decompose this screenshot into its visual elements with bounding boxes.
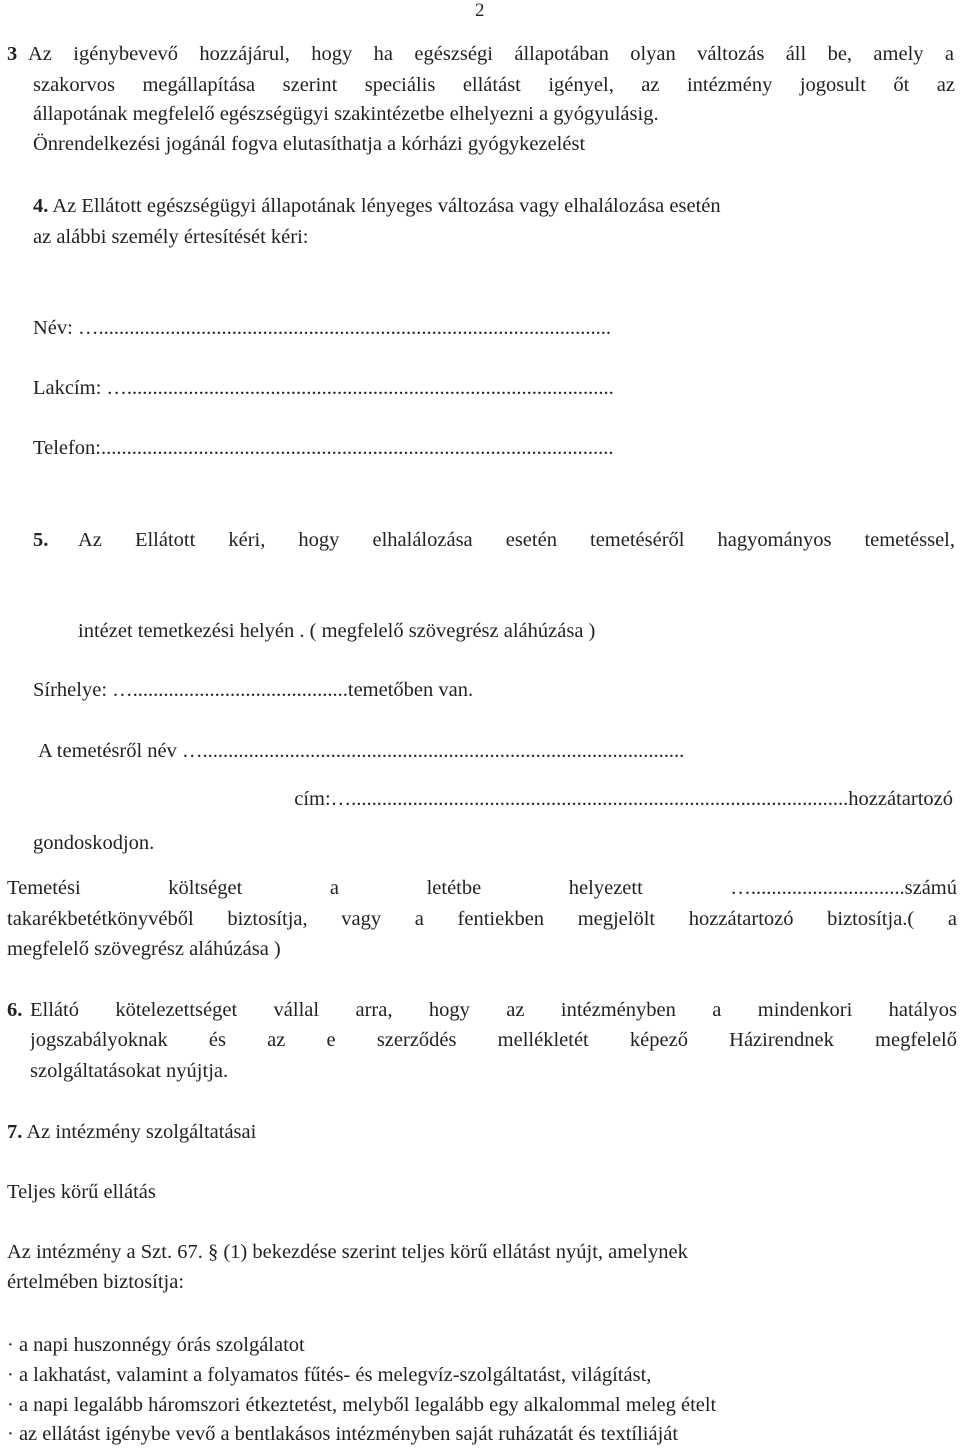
section-5-number <box>33 528 48 552</box>
section-5-line-4: intézet temetkezési helyén . ( megfelelő szövegrész aláhúzása ) <box>78 620 596 642</box>
bullet-item: · az ellátást igénybe vevő a bentlakásos intézményben saját ruházatát és textíliáját <box>7 1423 679 1445</box>
telefon-field: Telefon:.................................................................................................... <box>33 437 614 459</box>
section-5-text-1: Az Ellátott kéri, hogy elhalálozása esetén temetéséről hagyományos temetéssel, <box>78 529 955 551</box>
bullet-item: · a napi legalább háromszori étkeztetést, melyből legalább egy alkalommal meleg ételt <box>7 1394 717 1416</box>
lakcim-field: Lakcím: …............................................................................................... <box>33 377 614 399</box>
koltseg-line-3: megfelelő szövegrész aláhúzása ) <box>7 938 281 960</box>
section-5-line-2 <box>78 558 955 582</box>
section-3-line-1-text <box>28 42 954 66</box>
section-4-line-2: az alábbi személy értesítését kéri: <box>33 226 309 248</box>
section-6-num: 6. <box>7 999 23 1021</box>
section-3-number: 3 <box>7 43 18 65</box>
section-4-text-1: Az Ellátott egészségügyi állapotának lényeges változása vagy elhalálozása esetén <box>48 195 721 217</box>
section-7-title-text: Az intézmény szolgáltatásai <box>22 1121 257 1143</box>
sirhelye-field: Sírhelye: …..........................................temetőben van. <box>33 679 474 701</box>
cim-text: cím:….................................................................................................hozzátartozó <box>294 788 953 810</box>
section-6-text-1: Ellátó kötelezettséget vállal arra, hogy az intézményben a mindenkori hatályos <box>30 999 957 1021</box>
koltseg-line-2 <box>7 907 957 931</box>
page-number: 2 <box>475 0 485 21</box>
bullet-item: · a napi huszonnégy órás szolgálatot <box>7 1334 305 1356</box>
section-6-line-1 <box>30 998 957 1022</box>
section-6-number <box>7 998 22 1022</box>
section-5-line-1 <box>78 528 955 552</box>
section-6-text-2: jogszabályoknak és az e szerződés mellékletét képező Házirendnek megfelelő <box>30 1029 957 1051</box>
gondoskodjon-text: gondoskodjon. <box>33 832 155 854</box>
temetesrol-nev-field: A temetésről név ….............................................................................................. <box>38 740 685 762</box>
koltseg-line-1 <box>7 876 957 900</box>
section-3-text-1: Az igénybevevő hozzájárul, hogy ha egészségi állapotában olyan változás áll be, amely a <box>28 43 954 65</box>
koltseg-text-2: takarékbetétkönyvéből biztosítja, vagy a fentiekben megjelölt hozzátartozó biztosítja.( a <box>7 908 957 930</box>
section-3-line-4: Önrendelkezési jogánál fogva elutasíthatja a kórházi gyógykezelést <box>33 133 586 155</box>
section-4-number: 4. <box>33 195 49 217</box>
section-3-line-3: állapotának megfelelő egészségügyi szakintézetbe elhelyezni a gyógyulásig. <box>33 103 659 125</box>
koltseg-text-1: Temetési költséget a letétbe helyezett …..............................számú <box>7 877 957 899</box>
section-3-text-1a <box>7 42 22 66</box>
section-6-line-3: szolgáltatásokat nyújtja. <box>30 1060 229 1082</box>
bullet-item: · a lakhatást, valamint a folyamatos fűtés- és melegvíz-szolgáltatást, világítást, <box>7 1364 652 1386</box>
section-4-line-1 <box>33 194 721 218</box>
cim-field <box>33 787 953 811</box>
section-7-intro-2: értelmében biztosítja: <box>7 1271 185 1293</box>
section-7-title <box>7 1120 256 1144</box>
section-7-intro-1: Az intézmény a Szt. 67. § (1) bekezdése szerint teljes körű ellátást nyújt, amelynek <box>7 1241 688 1263</box>
section-3-line-2 <box>33 73 955 97</box>
section-3-text-2: szakorvos megállapítása szerint speciális ellátást igényel, az intézmény jogosult őt az <box>33 74 955 96</box>
section-5-num: 5. <box>33 529 49 551</box>
section-5-line-3 <box>78 589 955 613</box>
section-7-number: 7. <box>7 1121 23 1143</box>
section-7-subtitle: Teljes körű ellátás <box>7 1181 156 1203</box>
section-6-line-2 <box>30 1028 957 1052</box>
nev-field: Név: ….................................................................................................... <box>33 317 611 339</box>
